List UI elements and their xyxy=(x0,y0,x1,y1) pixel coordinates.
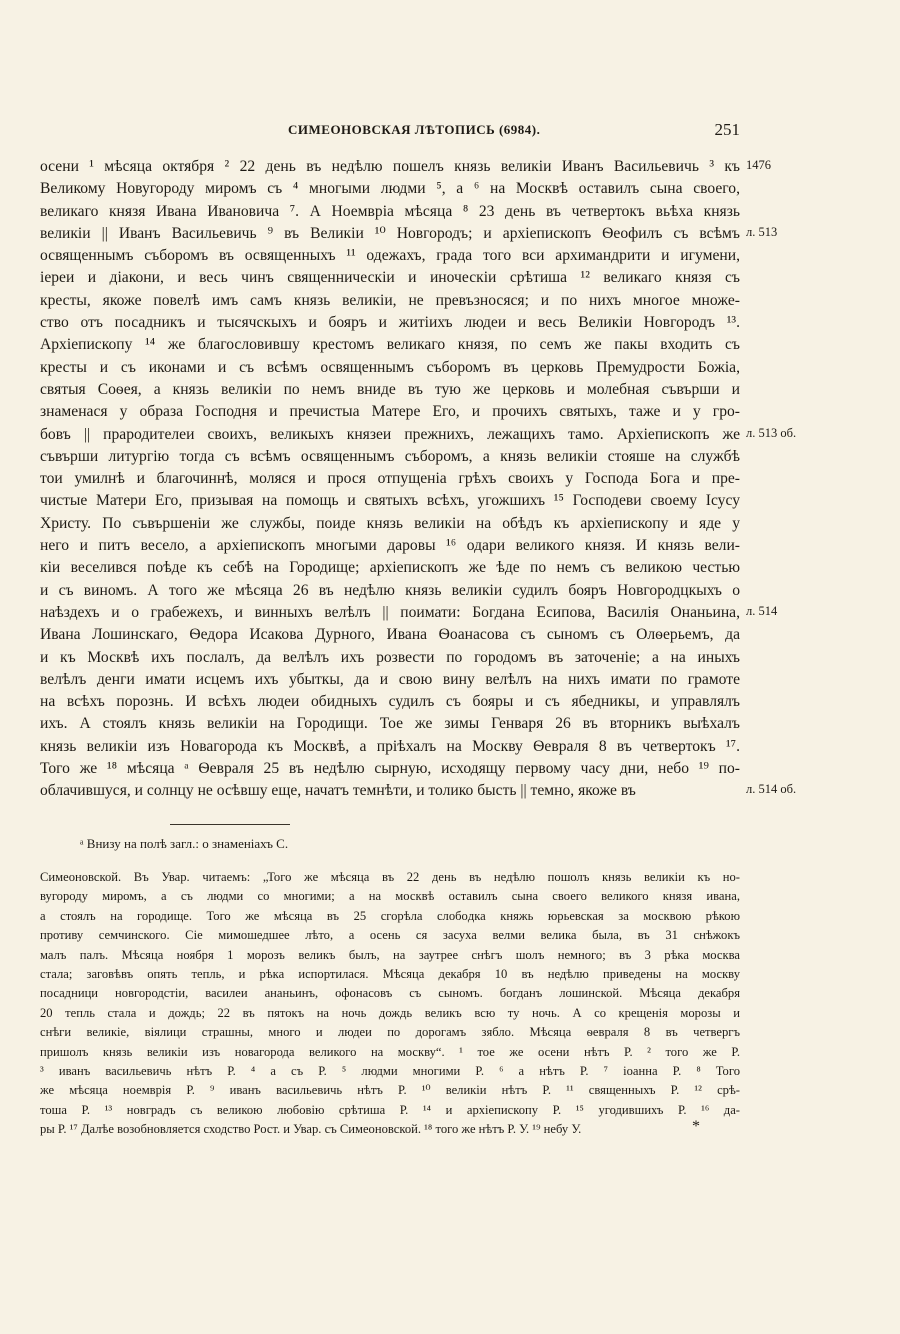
text-line: знаменася у образа Господня и пречистыа Матере Его, и прочихъ святыхъ, таже и у гро- xyxy=(40,403,740,421)
footnote-line: посадници новгородстіи, василеи ананьинъ, офонасовъ съ сыномъ. богданъ лошинской. Мѣсяца декабря xyxy=(40,986,740,1001)
text-line: Христу. По съвършенiи же службы, поиде князь великiи на обѣдъ къ архіепископу и яде у xyxy=(40,514,740,532)
footnote-line: пришолъ князь великiи изъ новагорода великого на москву“. ¹ тое же осени нѣтъ Р. ² того же Р. xyxy=(40,1044,740,1059)
margin-note: л. 513 об. xyxy=(746,425,797,440)
text-line: бовъ || прародителеи своихъ, великыхъ князеи прежнихъ, лежащихъ тамо. Архіепископъ же xyxy=(40,425,740,443)
text-line: великаго князя Ивана Ивановича ⁷. А Ноемвріа мѣсяца ⁸ 23 день въ четвертокъ вьѣха князь xyxy=(40,202,740,220)
text-line: iереи и діакони, и весь чинъ священническiи и иноческiи срѣтиша ¹² великаго князя съ xyxy=(40,269,740,287)
margin-note: л. 513 xyxy=(746,224,778,239)
text-line: съвърши литургію тогда съ всѣмъ освященнымъ съборомъ, а князь великiи стояше на службѣ xyxy=(40,447,740,465)
text-line: велѣлъ денги имати исцемъ ихъ убыткы, да и свою вину велѣлъ на нихъ имати по грамоте xyxy=(40,670,740,688)
footnotes xyxy=(40,868,740,1139)
running-title: СИМЕОНОВСКАЯ ЛѢТОПИСЬ (6984). xyxy=(288,122,541,137)
text-line: тои умилнѣ и благочиннѣ, моляся и прося отпущенiа грѣхъ своихъ у Господа Бога и пре- xyxy=(40,470,740,488)
text-line: освященнымъ съборомъ въ освященныхъ ¹¹ одежахъ, града того вси архимандрити и игумени, xyxy=(40,247,740,265)
footnote-line: 20 тепль стала и дождь; 22 въ пятокъ на ночь дождь великъ всю ту ночь. А со крещенія морозы и xyxy=(40,1005,740,1020)
footnote-line: ры Р. ¹⁷ Далѣе возобновляется сходство Рост. и Увар. съ Симеоновской. ¹⁸ того же нѣтъ Р. У. ¹⁹ небу У. xyxy=(40,1122,582,1137)
text-line: осени ¹ мѣсяца октября ² 22 день въ недѣлю пошелъ князь великiи Иванъ Васильевичь ³ къ xyxy=(40,158,740,175)
footnote-line: ³ иванъ васильевичь нѣтъ Р. ⁴ а съ Р. ⁵ людми многими Р. ⁶ а нѣтъ Р. ⁷ іоанна Р. ⁸ Того xyxy=(40,1063,740,1078)
footnote-line: стала; заговѣвъ опять тепль, и рѣка испортилася. Мѣсяца декабря 10 въ недѣлю приведены на москву xyxy=(40,966,740,981)
text-line: князь великiи изъ Новагорода къ Москвѣ, а пріѣхалъ на Москву Ѳевраля 8 въ четвертокъ ¹⁷. xyxy=(40,737,740,755)
margin-note: л. 514 xyxy=(746,604,778,618)
text-line: Архіепископу ¹⁴ же благословившу крестомъ великаго князя, по семъ же пакы входить съ xyxy=(40,336,740,354)
text-line: него и питъ весело, а архіепископъ многыми даровы ¹⁶ одари великого князя. И князь вели- xyxy=(40,537,740,555)
footnote-line: малъ палъ. Мѣсяца ноября 1 морозъ великъ былъ, на заутрее снѣгъ шолъ немного; въ 3 рѣка москва xyxy=(40,947,740,962)
text-line: и къ Москвѣ ихъ послалъ, да велѣлъ ихъ розвести по городомъ въ заточенiе; а на иныхъ xyxy=(40,648,740,666)
text-line: Великому Новугороду миромъ съ ⁴ многыми людми ⁵, а ⁶ на Москвѣ оставилъ сына своего, xyxy=(40,180,740,198)
text-line: облачившуся, и солнцу не осѣвшу еще, начатъ темнѣти, и толико бысть || темно, якоже въ xyxy=(40,782,636,800)
footnote-divider xyxy=(170,824,290,825)
footnote-line: снѣги великіе, віялици страшны, много и людеи по дорогамъ зябло. Мѣсяца ѳевраля 8 въ четвергъ xyxy=(40,1025,740,1040)
page-header xyxy=(40,122,740,144)
text-line: ихъ. А стоялъ князь великiи на Городищи. Тое же зимы Генваря 26 въ вторникъ выѣхалъ xyxy=(40,715,740,733)
text-line: и съ виномъ. А того же мѣсяца 26 въ недѣлю князь великiи судилъ бояръ Новгородцкыхъ о xyxy=(40,581,740,599)
text-line: чистые Матери Его, призывая на помощь и святыхъ всѣхъ, угожшихъ ¹⁵ Господеви своему Iсусу xyxy=(40,492,740,510)
text-line: кресты, якоже повелѣ имъ самъ князь великiи, не превъзносяся; и по нихъ многое множе- xyxy=(40,291,740,309)
footnote-line: вугороду миромъ, а съ людми со многими; а на москвѣ оставилъ сына своего великого князя ивана, xyxy=(40,889,740,904)
footnote-line: же мѣсяца ноемврія Р. ⁹ иванъ васильевичь нѣтъ Р. ¹⁰ великiи нѣтъ Р. ¹¹ священныхъ Р. ¹² срѣ- xyxy=(40,1083,740,1098)
asterisk-mark: * xyxy=(692,1118,700,1135)
page-number: 251 xyxy=(714,120,740,139)
margin-note: 1476 xyxy=(746,158,771,172)
text-line: на всѣхъ порознь. И всѣхъ людеи обидныхъ судилъ съ бояры и съ ябедникы, и управлялъ xyxy=(40,693,740,711)
footnote-line: тоша Р. ¹³ новградъ съ великою любовію срѣтиша Р. ¹⁴ и архіепископу Р. ¹⁵ угодившихъ Р. ¹⁶ да- xyxy=(40,1102,740,1117)
footnote-line: Симеоновской. Въ Увар. читаемъ: „Того же мѣсяца въ 22 день въ недѣлю пошолъ князь великiи къ но- xyxy=(40,870,740,884)
margin-note: л. 514 об. xyxy=(746,782,797,797)
footnote-line: а стоялъ на городище. Того же мѣсяца въ 25 сгорѣла слобoдка княжь юрьевская за москвою рѣкою xyxy=(40,908,740,923)
text-line: кiи веселився поѣде къ себѣ на Городище; архіепископъ же ѣде по немъ съ великою честью xyxy=(40,559,740,577)
footnote-line: противу семчинского. Сіе мимошедшее лѣто, а осень ся засуха велми велика была, въ 31 снѣжокъ xyxy=(40,928,740,943)
text-line: Того же ¹⁸ мѣсяца ᵃ Ѳевраля 25 въ недѣлю сырную, исходящу первому часу дни, небо ¹⁹ по- xyxy=(40,760,740,778)
text-line: Ивана Лошинскаго, Ѳедора Исакова Дурного, Ивана Ѳоанасова съ сыномъ съ Олѳерьемъ, да xyxy=(40,626,740,644)
text-line: кресты и съ иконами и съ всѣмъ освященнымъ съборомъ въ церковь Премудрости Божiа, xyxy=(40,358,740,376)
text-line: наѣздехъ и о грабежехъ, и винныхъ велѣлъ || поимати: Богдана Есипова, Василія Онаньина, xyxy=(40,603,740,621)
text-line: ство отъ посадникъ и тысячскыхъ и бояръ и житiихъ людеи и весь Великiи Новгородъ ¹³. xyxy=(40,314,740,332)
text-line: великiи || Иванъ Васильевичь ⁹ въ Великiи ¹⁰ Новгородъ; и архіепископъ Ѳеофилъ съ всѣмъ xyxy=(40,224,740,242)
footnote-a: ᵃ Внизу на полѣ загл.: о знаменіахъ С. xyxy=(80,836,289,851)
text-line: святыя Соѳея, а князь великiи по немъ вниде въ тую же церковь и молебная съвърши и xyxy=(40,380,740,398)
chronicle-text xyxy=(40,156,740,803)
